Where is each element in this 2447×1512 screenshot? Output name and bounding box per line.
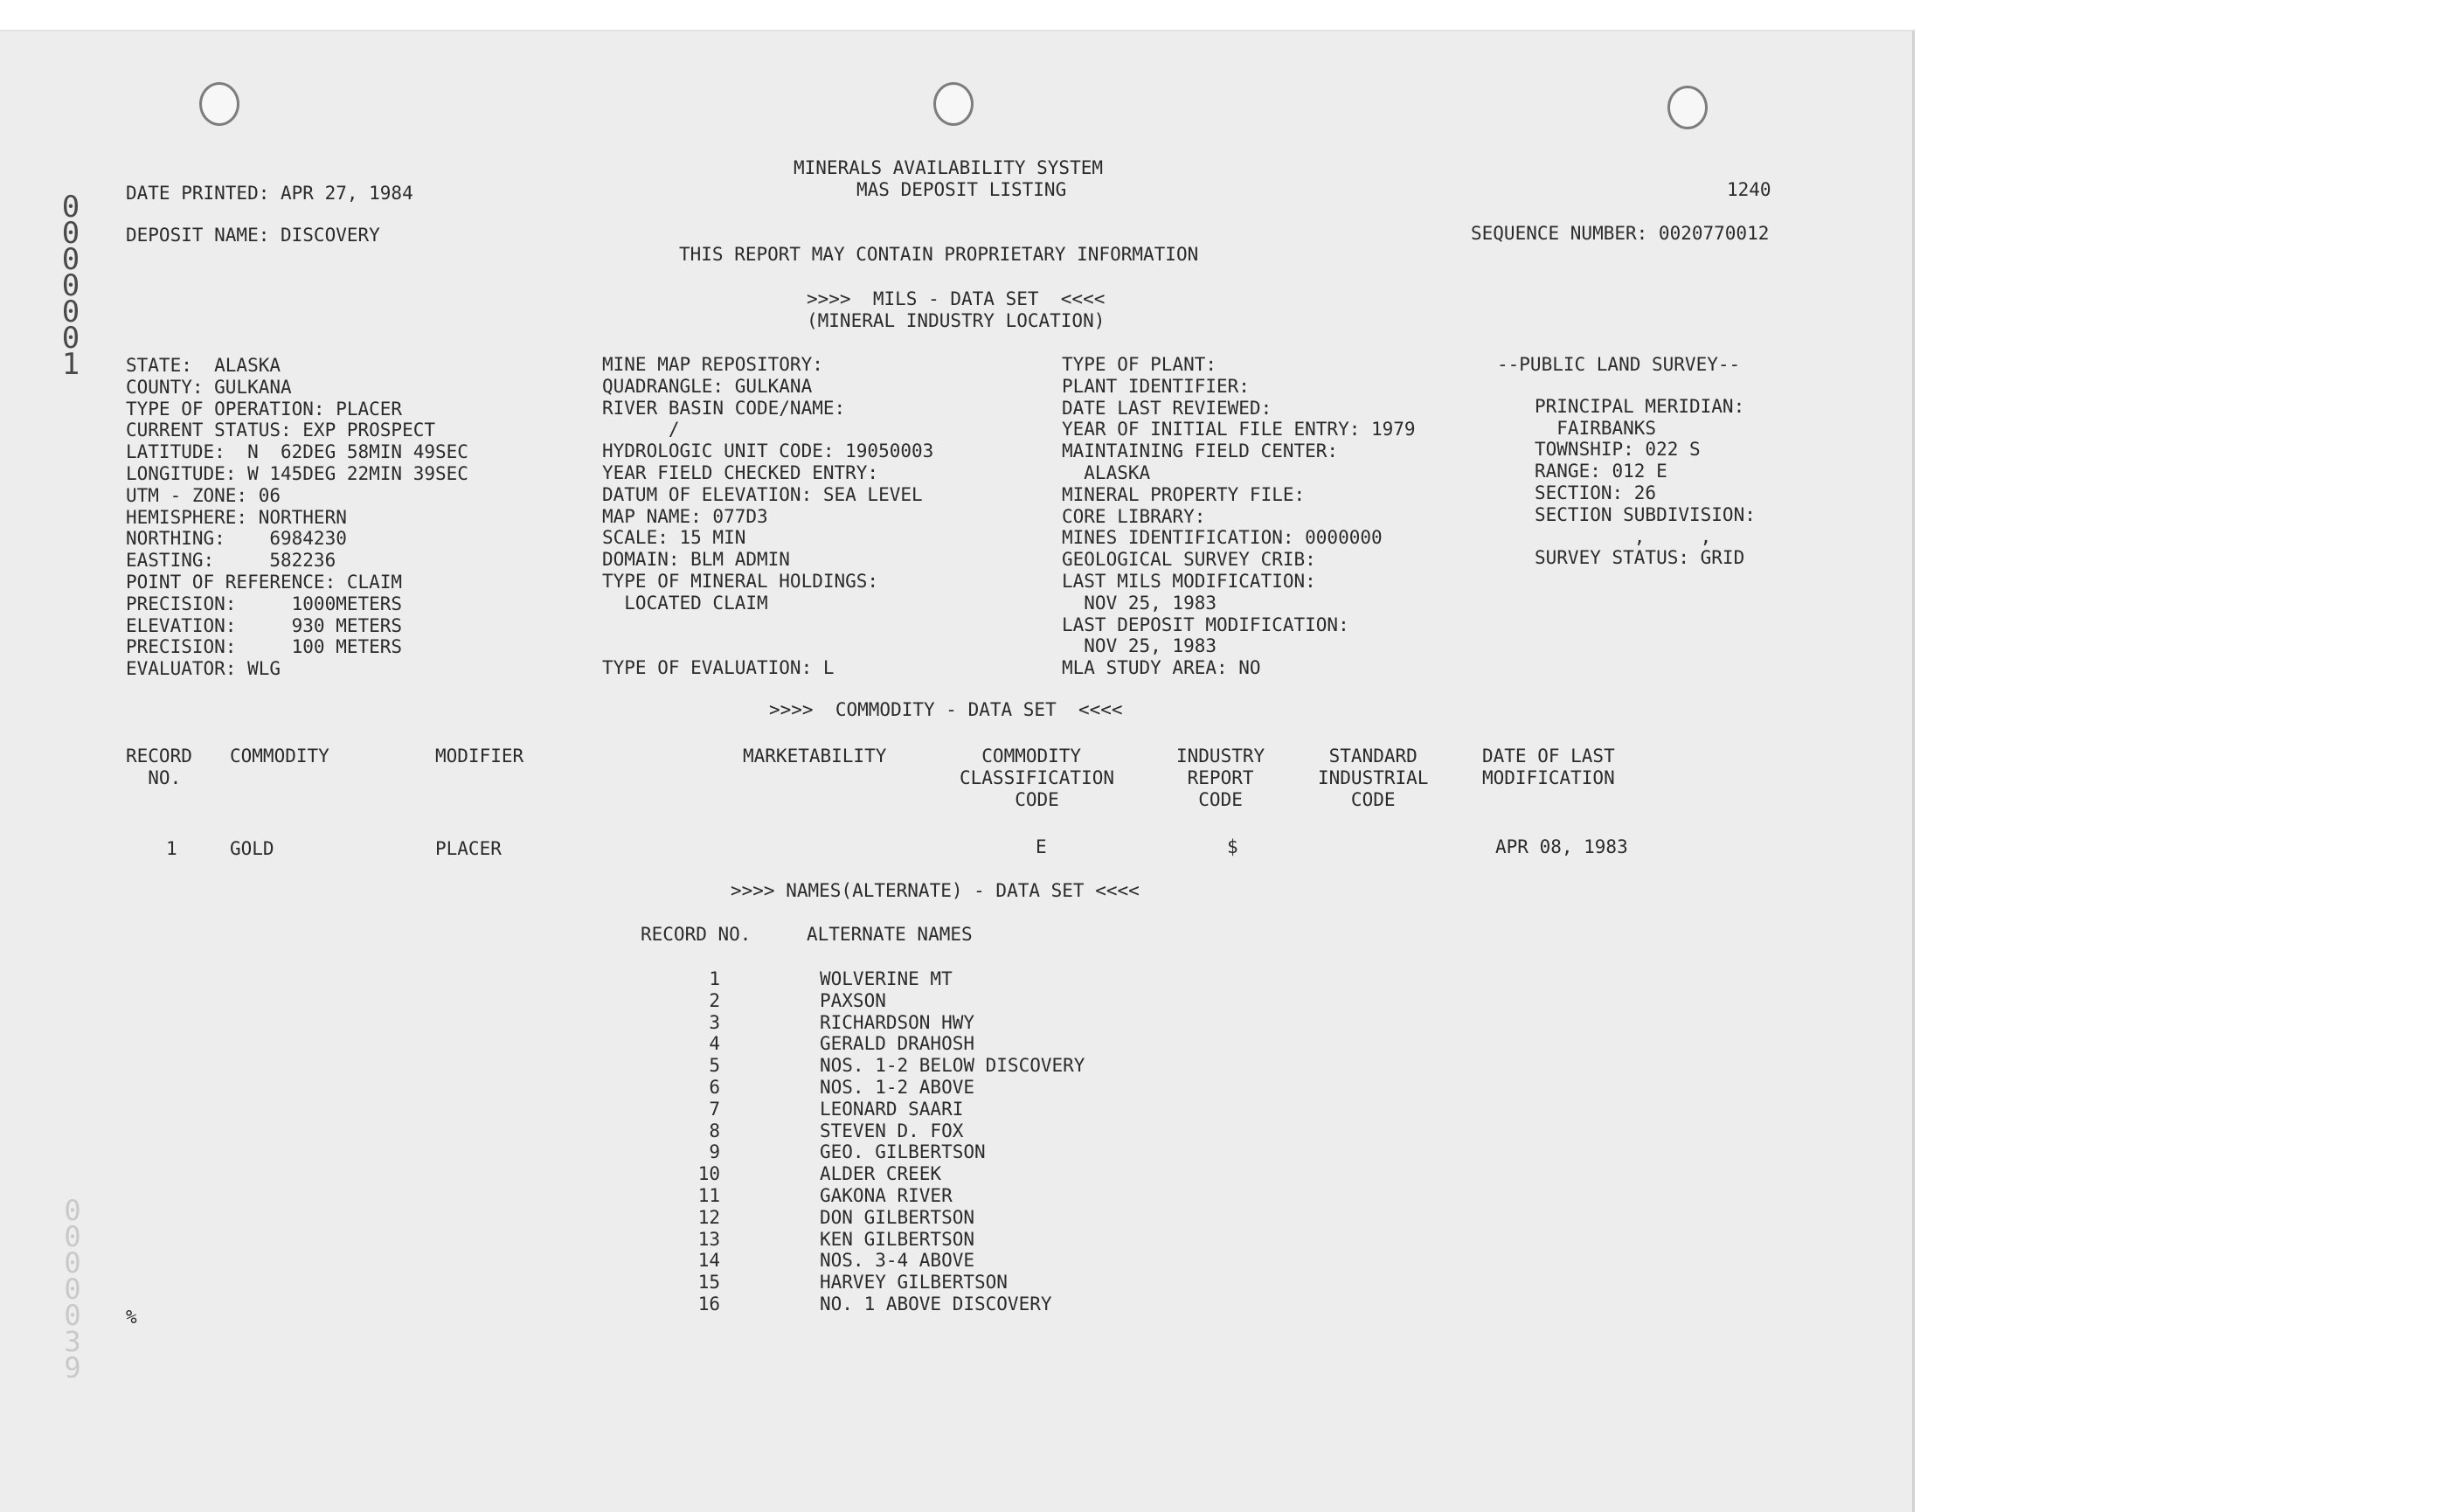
commodity-name: GOLD (230, 838, 274, 859)
mils-col3-text: TYPE OF PLANT: PLANT IDENTIFIER: DATE LAST REVIEWED: YEAR OF INITIAL FILE ENTRY: 1979 MAINTAINING FIELD CENTER: ALASKA MINERAL PROPERTY FILE: CORE LIBRARY: MINES IDENTIFICATION: 0000000 GEOLOGICAL SURVEY CRIB: LAST MILS MODIFICATION: NOV 25, 1983 LAST DEPOSIT MODIFICATION: NOV 25, 1983 MLA STUDY AREA: NO (1062, 354, 1416, 679)
commodity-classification: E (1036, 836, 1047, 857)
mils-subheading: (MINERAL INDUSTRY LOCATION) (807, 310, 1106, 331)
names-list-text: WOLVERINE MT PAXSON RICHARDSON HWY GERALD DRAHOSH NOS. 1-2 BELOW DISCOVERY NOS. 1-2 ABOVE LEONARD SAARI STEVEN D. FOX GEO. GILBERTSON ALDER CREEK GAKONA RIVER DON GILBERTSON KEN GILBERTSON NOS. 3-4 ABOVE HARVEY GILBERTSON NO. 1 ABOVE DISCOVERY (820, 968, 1085, 1314)
date-printed: DATE PRINTED: APR 27, 1984 (126, 183, 413, 204)
mils-column-location (126, 355, 468, 680)
mils-column-survey (1535, 374, 1756, 569)
names-alternate-list (820, 968, 1085, 1315)
mils-column-map (602, 354, 933, 679)
mils-heading: >>>> MILS - DATA SET <<<< (807, 288, 1106, 309)
header-classification: COMMODITY CLASSIFICATION CODE (960, 746, 1115, 810)
sequence-number: SEQUENCE NUMBER: 0020770012 (1471, 223, 1770, 244)
punch-hole-left (199, 82, 239, 126)
margin-stamp-faint: 0 0 0 0 0 3 9 (64, 1194, 81, 1384)
footer-mark: % (126, 1307, 137, 1328)
commodity-modifier: PLACER (435, 838, 502, 859)
margin-stamp: 0 0 0 0 0 0 1 (61, 190, 80, 382)
system-title: MINERALS AVAILABILITY SYSTEM (794, 157, 1104, 178)
mils-col1-text: STATE: ALASKA COUNTY: GULKANA TYPE OF OPERATION: PLACER CURRENT STATUS: EXP PROSPECT LATITUDE: N 62DEG 58MIN 49SEC LONGITUDE: W 145DEG 22MIN 39SEC UTM - ZONE: 06 HEMISPHERE: NORTHERN NORTHING: 6984230 EASTING: 582236 POINT OF REFERENCE: CLAIM PRECISION: 1000METERS ELEVATION: 930 METERS PRECISION: 100 METERS EVALUATOR: WLG (126, 355, 468, 680)
header-date-last: DATE OF LAST MODIFICATION (1482, 746, 1615, 788)
header-marketability: MARKETABILITY (743, 746, 887, 766)
punch-hole-center (933, 82, 974, 126)
commodity-date: APR 08, 1983 (1495, 836, 1628, 857)
names-col-alternate: ALTERNATE NAMES (807, 924, 973, 945)
names-numbers-text: 1 2 3 4 5 6 7 8 9 10 11 12 13 14 15 16 (697, 968, 720, 1314)
mils-col2-text: MINE MAP REPOSITORY: QUADRANGLE: GULKANA RIVER BASIN CODE/NAME: / HYDROLOGIC UNIT CODE: 19050003 YEAR FIELD CHECKED ENTRY: DATUM OF ELEVATION: SEA LEVEL MAP NAME: 077D3 SCALE: 15 MIN DOMAIN: BLM ADMIN TYPE OF MINERAL HOLDINGS: LOCATED CLAIM TYPE OF EVALUATION: L (602, 354, 934, 679)
header-commodity: COMMODITY (230, 746, 329, 766)
header-standard: STANDARD INDUSTRIAL CODE (1318, 746, 1429, 810)
public-land-survey-heading: --PUBLIC LAND SURVEY-- (1497, 354, 1741, 375)
listing-title: MAS DEPOSIT LISTING (856, 179, 1067, 200)
proprietary-notice: THIS REPORT MAY CONTAIN PROPRIETARY INFORMATION (679, 244, 1199, 265)
mils-col4-text: PRINCIPAL MERIDIAN: FAIRBANKS TOWNSHIP: 022 S RANGE: 012 E SECTION: 26 SECTION SUBDIVISION: , , SURVEY STATUS: GRID (1535, 395, 1756, 569)
names-heading: >>>> NAMES(ALTERNATE) - DATA SET <<<< (731, 880, 1140, 901)
names-col-record: RECORD NO. (641, 924, 752, 945)
names-record-numbers (680, 968, 720, 1315)
commodity-heading: >>>> COMMODITY - DATA SET <<<< (769, 699, 1123, 720)
punch-hole-right (1667, 86, 1708, 129)
deposit-name: DEPOSIT NAME: DISCOVERY (126, 225, 380, 246)
header-record-no: RECORD NO. (126, 746, 192, 788)
commodity-record-no: 1 (166, 838, 177, 859)
header-industry: INDUSTRY REPORT CODE (1176, 746, 1265, 810)
header-modifier: MODIFIER (435, 746, 524, 766)
page-number: 1240 (1727, 179, 1771, 200)
mils-column-plant (1062, 354, 1416, 679)
commodity-industry: $ (1227, 836, 1238, 857)
